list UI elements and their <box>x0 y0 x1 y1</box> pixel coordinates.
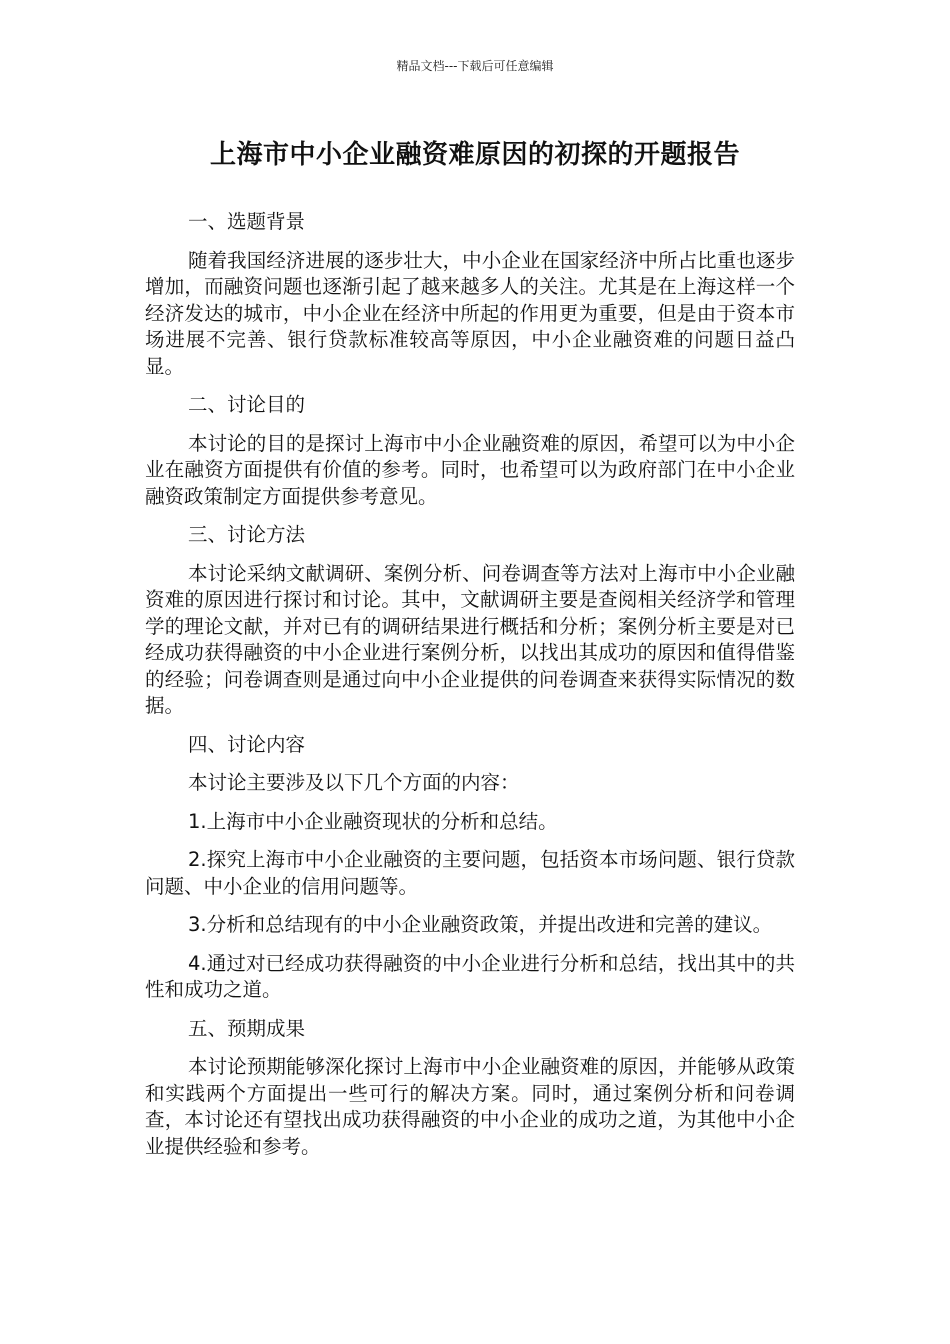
section-heading-content: 四、讨论内容 <box>188 732 306 756</box>
document-body <box>145 209 795 1172</box>
section-heading-method: 三、讨论方法 <box>188 523 306 546</box>
section-text-results: 本讨论预期能够深化探讨上海市中小企业融资难的原因，并能够从政策和实践两个方面提出一些可行的解决方案。同时，通过案例分析和问卷调查，本讨论还有望找出成功获得融资的中小企业的成功之道，为其他中小企业提供经验和参考。 <box>145 1055 795 1158</box>
document-title: 上海市中小企业融资难原因的初探的开题报告 <box>209 140 740 170</box>
section-heading-results: 五、预期成果 <box>188 1016 306 1040</box>
content-list-item-1: 1.上海市中小企业融资现状的分析和总结。 <box>188 809 558 833</box>
section-text-background: 随着我国经济进展的逐步壮大，中小企业在国家经济中所占比重也逐步增加，而融资问题也逐渐引起了越来越多人的关注。尤其是在上海这样一个经济发达的城市，中小企业在经济中所起的作用更为重要，但是由于资本市场进展不完善、银行贷款标准较高等原因，中小企业融资难的问题日益凸显。 <box>145 248 795 378</box>
section-intro-content: 本讨论主要涉及以下几个方面的内容： <box>188 771 520 794</box>
section-text-purpose: 本讨论的目的是探讨上海市中小企业融资难的原因，希望可以为中小企业在融资方面提供有价值的参考。同时，也希望可以为政府部门在中小企业融资政策制定方面提供参考意见。 <box>145 431 795 508</box>
section-text-method: 本讨论采纳文献调研、案例分析、问卷调查等方法对上海市中小企业融资难的原因进行探讨和讨论。其中，文献调研主要是查阅相关经济学和管理学的理论文献，并对已有的调研结果进行概括和分析；案例分析主要是对已经成功获得融资的中小企业进行案例分析，以找出其成功的原因和值得借鉴的经验；问卷调查则是通过向中小企业提供的问卷调查来获得实际情况的数据。 <box>145 561 795 717</box>
section-heading-purpose: 二、讨论目的 <box>188 393 306 416</box>
content-list-item-3: 3.分析和总结现有的中小企业融资政策，并提出改进和完善的建议。 <box>188 913 773 936</box>
section-heading-background: 一、选题背景 <box>188 210 306 233</box>
content-list-item-2: 2.探究上海市中小企业融资的主要问题，包括资本市场问题、银行贷款问题、中小企业的信用问题等。 <box>145 848 795 898</box>
content-list-item-4: 4.通过对已经成功获得融资的中小企业进行分析和总结，找出其中的共性和成功之道。 <box>145 951 795 1001</box>
page-header: 精品文档---下载后可任意编辑 <box>396 59 554 73</box>
